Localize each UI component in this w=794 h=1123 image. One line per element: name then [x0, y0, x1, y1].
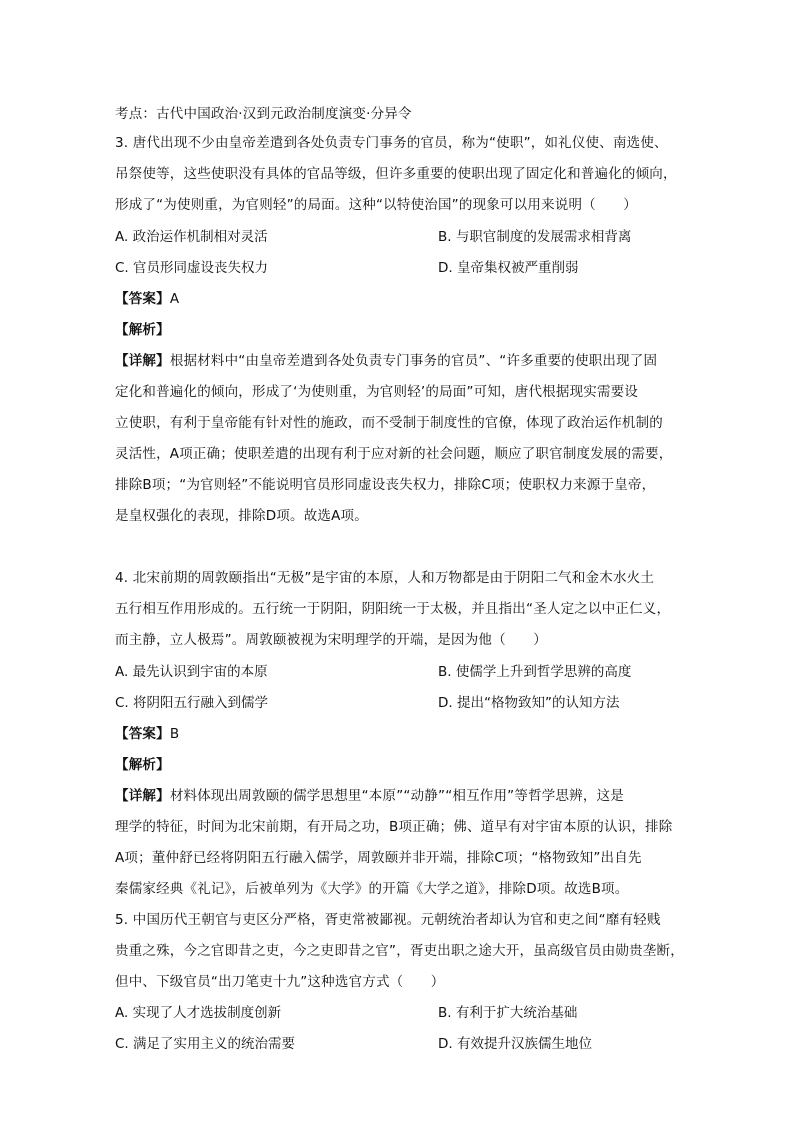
q4-option-d: D. 提出“格物致知”的认知方法: [438, 695, 620, 711]
q4-stem-line-1: 4. 北宋前期的周敦颐指出“无极”是宇宙的本原，人和万物都是由于阴阳二气和金木水火土: [115, 570, 655, 586]
q3-option-d: D. 皇帝集权被严重削弱: [438, 260, 579, 276]
q3-answer-label: 【答案】: [115, 291, 170, 307]
q5-stem-line-2: 贵重之殊，今之官即昔之吏，今之吏即昔之官”，胥吏出职之途大开，虽高级官员由勋贵垄断，: [115, 943, 684, 959]
q3-detail-line-1: [115, 351, 685, 371]
q3-detail-text-1: 根据材料中“由皇帝差遣到各处负责专门事务的官员”、“许多重要的使职出现了固: [169, 353, 658, 369]
q4-stem-line-2: 五行相互作用形成的。五行统一于阴阳，阴阳统一于太极，并且指出“圣人定之以中正仁义，: [115, 601, 671, 617]
q4-option-c: C. 将阴阳五行融入到儒学: [115, 695, 269, 711]
q4-stem-line-3: 而主静，立人极焉”。周敦颐被视为宋明理学的开端，是因为他（ ）: [115, 632, 547, 648]
q4-detail-label: 【详解】: [115, 788, 170, 804]
q5-stem-line-3: 但中、下级官员“出刀笔吏十九”这种选官方式（ ）: [115, 974, 445, 990]
q4-detail-line-1: [115, 786, 685, 806]
q4-detail-text-1: 材料体现出周敦颐的儒学思想里“本原”“动静”“相互作用”等哲学思辨，这是: [169, 788, 624, 804]
q4-detail-line-3: A项；董仲舒已经将阴阳五行融入儒学，周敦颐并非开端，排除C项；“格物致知”出自先: [115, 850, 642, 866]
q3-answer: [115, 289, 685, 309]
q3-detail-line-6: 是皇权强化的表现，排除D项。故选A项。: [115, 508, 368, 524]
q4-jiexi-label: 【解析】: [115, 757, 170, 773]
q3-stem-line-3: 形成了“为使则重，为官则轻”的局面。这种“以特使治国”的现象可以用来说明（ ）: [115, 197, 637, 213]
q4-answer-value: B: [169, 726, 180, 742]
q3-detail-line-4: 灵活性，A项正确；使职差遣的出现有利于应对新的社会问题，顺应了职官制度发展的需要，: [115, 446, 673, 462]
q3-detail-line-2: 定化和普遍化的倾向，形成了‘为使则重，为官则轻’的局面”可知，唐代根据现实需要设: [115, 384, 639, 400]
q4-option-b: B. 使儒学上升到哲学思辨的高度: [438, 664, 632, 680]
q4-detail-line-2: 理学的特征，时间为北宋前期，有开局之功，B项正确；佛、道早有对宇宙本原的认识，排除: [115, 819, 673, 835]
q5-option-b: B. 有利于扩大统治基础: [438, 1005, 578, 1021]
q3-jiexi-label: 【解析】: [115, 322, 170, 338]
q5-option-d: D. 有效提升汉族儒生地位: [438, 1036, 592, 1052]
q3-option-b: B. 与职官制度的发展需求相背离: [438, 229, 632, 245]
q4-answer: [115, 724, 685, 744]
q3-stem-line-2: 吊祭使等，这些使职没有具体的官品等级，但许多重要的使职出现了固定化和普遍化的倾向，: [115, 166, 677, 182]
q3-detail-line-5: 排除B项；“为官则轻”不能说明官员形同虚设丧失权力，排除C项；使职权力来源于皇帝，: [115, 477, 656, 493]
kaodian-line: 考点：古代中国政治·汉到元政治制度演变·分异令: [115, 106, 412, 122]
q4-answer-label: 【答案】: [115, 726, 170, 742]
q3-detail-line-3: 立使职，有利于皇帝能有针对性的施政，而不受制于制度性的官僚，体现了政治运作机制的: [115, 415, 663, 431]
q3-answer-value: A: [169, 291, 180, 307]
q3-stem-line-1: 3. 唐代出现不少由皇帝差遣到各处负责专门事务的官员，称为“使职”，如礼仪使、南选使、: [115, 135, 668, 151]
q5-option-c: C. 满足了实用主义的统治需要: [115, 1036, 296, 1052]
q5-stem-line-1: 5. 中国历代王朝官与吏区分严格，胥吏常被鄙视。元朝统治者却认为官和吏之间“靡有轻贱: [115, 912, 661, 928]
q4-option-a: A. 最先认识到宇宙的本原: [115, 664, 268, 680]
q4-detail-line-4: 秦儒家经典《礼记》，后被单列为《大学》的开篇《大学之道》，排除D项。故选B项。: [115, 881, 629, 897]
q3-option-c: C. 官员形同虚设丧失权力: [115, 260, 269, 276]
q5-option-a: A. 实现了人才选拔制度创新: [115, 1005, 282, 1021]
q3-option-a: A. 政治运作机制相对灵活: [115, 229, 268, 245]
q3-detail-label: 【详解】: [115, 353, 170, 369]
